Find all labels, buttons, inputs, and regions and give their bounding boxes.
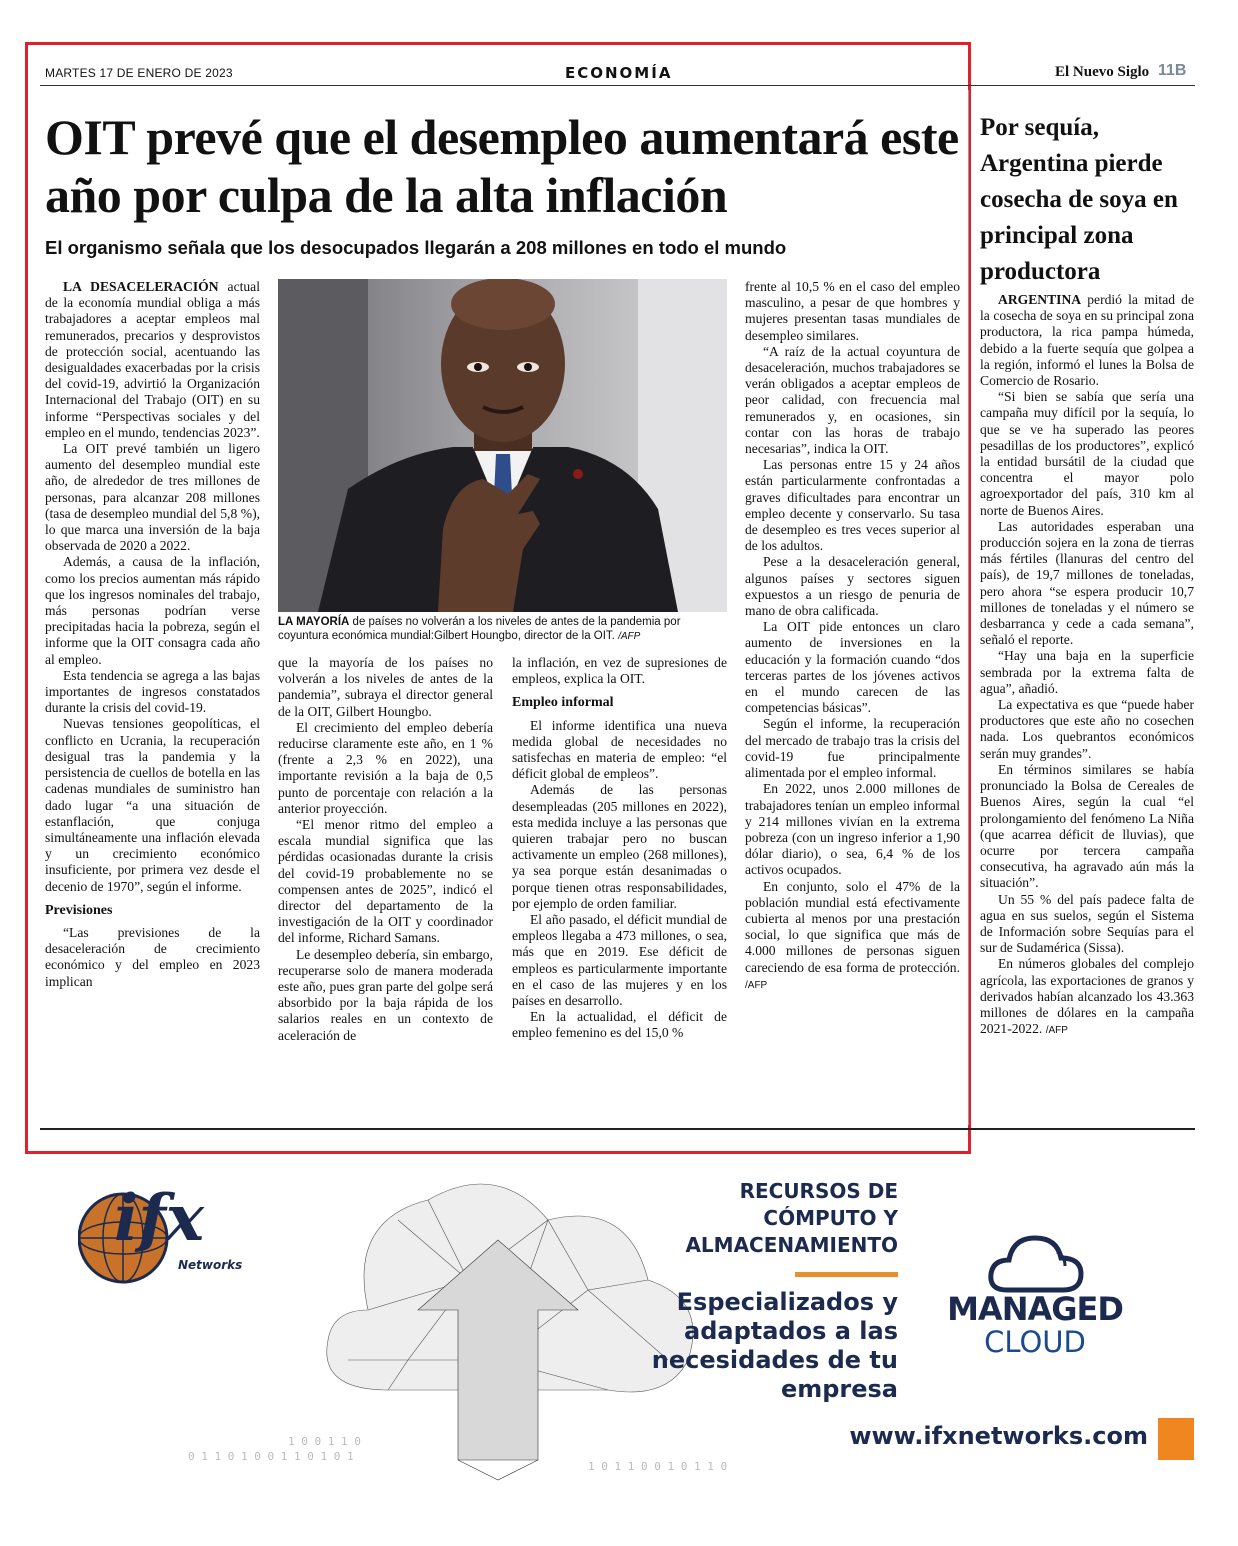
article-column-1 [45,279,260,990]
svg-text:0 1 1 0 1 0 0 1 1 0 1 0 1: 0 1 1 0 1 0 0 1 1 0 1 0 1 [188,1450,354,1463]
ad-accent-bar [795,1272,898,1277]
paragraph: Un 55 % del país padece falta de agua en sus suelos, según el Sistema de Información sobre Sequías para el sur de Sudamérica (Sissa). [980,891,1194,956]
paragraph: perdió la mitad de la cosecha de soya en su principal zona productora, la rica pampa húmeda, debido a la fuerte sequía que golpea a la región, informó el lunes la Bolsa de Comercio de Rosario. [980,292,1194,389]
photo-caption [278,615,730,644]
article-photo [278,279,727,612]
paragraph: “Hay una baja en la superficie sembrada por la extrema falta de agua”, añadió. [980,648,1194,696]
ad-title [600,1178,898,1259]
header-section: ECONOMÍA [565,64,673,82]
ad-title-line: ALMACENAMIENTO [685,1233,898,1257]
ad-subtitle-line: necesidades de tu [651,1346,898,1374]
article-column-2 [278,655,493,1044]
ifx-logo [78,1178,268,1298]
paragraph: El crecimiento del empleo debería reducirse claramente este año, en 1 % (frente a 2,3 % en 2022), una importante revisión a la baja de 0,5 punto de porcentaje con relación a la anterior proyección. [278,719,493,816]
svg-text:1 0 1 1 0 0 1 0 1 1 0: 1 0 1 1 0 0 1 0 1 1 0 [588,1460,728,1473]
svg-text:1 0 0 1 1 0: 1 0 0 1 1 0 [288,1435,361,1448]
paragraph: la inflación, en vez de supresiones de empleos, explica la OIT. [512,655,727,687]
paragraph: “A raíz de la actual coyuntura de desaceleración, muchos trabajadores se verán obligados a aceptar empleos de peor calidad, con frecuencia mal remunerados y, en ocasiones, sin contar con las horas de trabajo necesarias”, indica la OIT. [745,343,960,457]
article-column-3 [512,655,727,1042]
caption-source: /AFP [618,631,641,642]
side-column [980,292,1194,1039]
paragraph: que la mayoría de los países no volverán a los niveles de antes de la pandemia”, subraya el director general de la OIT, Gilbert Houngbo. [278,655,493,719]
portrait-illustration [278,279,727,612]
article-column-4 [745,279,960,994]
source-credit: /AFP [1045,1025,1068,1037]
paragraph: frente al 10,5 % en el caso del empleo masculino, a pesar de que hombres y mujeres presentan tasas mundiales de desempleo similares. [745,279,960,343]
ad-orange-square [1158,1418,1194,1460]
lead-word: LA DESACELERACIÓN [63,279,219,294]
paragraph: La OIT prevé también un ligero aumento del desempleo mundial este año, de alrededor de tres millones de personas, para alcanzar 208 millones (tasa de desempleo mundial del 5,8 %), lo que marca una inversión de la baja observada de 2020 a 2022. [45,441,260,554]
ad-title-line: CÓMPUTO Y [763,1206,898,1230]
paragraph: En conjunto, solo el 47% de la población mundial está efectivamente cubierta al menos por una prestación social, lo que significa que más de 4.000 millones de personas siguen careciendo de esa forma de protección. [745,878,960,975]
ifx-logo-text: ifx [114,1181,204,1256]
caption-text: de países no volverán a los niveles de antes de la pandemia por coyuntura económica mundial:Gilbert Houngbo, director de la OIT. [278,616,681,642]
paragraph: Le desempleo debería, sin embargo, recuperarse solo de manera moderada este año, pues gran parte del golpe será absorbido por la baja rápida de los salarios reales en un contexto de aceleración de [278,946,493,1043]
paragraph: En números globales del complejo agrícola, las exportaciones de granos y derivados habían alcanzado los 43.363 millones de dólares en la campaña 2021-2022. [980,956,1194,1037]
paragraph: Esta tendencia se agrega a las bajas importantes de ingresos constatados durante la crisis del covid-19. [45,667,260,716]
ad-subtitle-line: adaptados a las [684,1317,898,1345]
header-page-number: 11B [1158,62,1187,79]
paragraph: “El menor ritmo del empleo a escala mundial significa que las pérdidas ocasionadas durante la crisis del covid-19 probablemente no se compensen antes de 2025”, indicó el director del departamento de la investigación de la OIT y coordinador del informe, Richard Samans. [278,817,493,946]
paragraph: “Si bien se sabía que sería una campaña muy difícil por la sequía, lo que se ve ha superado las peores pesadillas de los productores”, explicó la entidad bursátil de la ciudad que concentra el mayor polo agroexportador del país, 310 km al norte de Buenos Aires. [980,389,1194,518]
article-subhead: El organismo señala que los desocupados llegarán a 208 millones en todo el mundo [45,237,787,258]
paragraph: Nuevas tensiones geopolíticas, el conflicto en Ucrania, la recuperación desigual tras la pandemia y la persistencia de cuellos de botella en las cadenas mundiales de suministro han dado lugar “a una situación de estanflación, que conjuga simultáneamente una inflación elevada y un crecimiento económico insuficiente, por primera vez desde el decenio de 1970”, según el informe. [45,716,260,894]
lead-word: ARGENTINA [998,292,1082,307]
column-divider [968,90,969,1125]
paragraph: Las personas entre 15 y 24 años están particularmente confrontadas a graves dificultades para encontrar un empleo decente y conservarlo. Su tasa de desempleo es tres veces superior al de los adultos. [745,457,960,554]
ad-subtitle-line: Especializados y [676,1288,898,1316]
cloud-label: CLOUD [984,1325,1086,1359]
paragraph: Según el informe, la recuperación del mercado de trabajo tras la crisis del covid-19 fue principalmente alimentada por el empleo informal. [745,716,960,781]
ifx-logo-subtext: Networks [178,1258,243,1272]
paragraph: Además, a causa de la inflación, como los precios aumentan más rápido que los ingresos nominales del trabajo, más personas podrían verse precipitadas hacia la pobreza, según el informe que la OIT consagra cada año al empleo. [45,554,260,667]
paragraph: La expectativa es que “puede haber productores que este año no cosechen nada. Los quebrantos económicos serán muy grandes”. [980,697,1194,761]
section-heading: Empleo informal [512,695,614,711]
paragraph: El informe identifica una nueva medida global de necesidades no satisfechas en materia de empleo: “el déficit global de empleos”. [512,717,727,782]
paragraph: El año pasado, el déficit mundial de empleos llegaba a 473 millones, o sea, más que en 2019. Ese déficit de empleos es particularmente importante en el caso de las mujeres y en los países en desarrollo. [512,912,727,1009]
paragraph: actual de la economía mundial obliga a más trabajadores a aceptar empleos mal remunerados, precarios y desprovistos de protección social, acentuando las desigualdades exacerbadas por la crisis del covid-19, advirtió la Organización Internacional del Trabajo (OIT) en su informe “Perspectivas sociales y del empleo en el mundo, tendencias 2023”. [45,279,260,440]
ad-title-line: RECURSOS DE [739,1179,898,1203]
paragraph: La OIT pide entonces un claro aumento de inversiones en la educación y la formación cuando “dos terceras partes de los jóvenes activos en el mundo carecen de las competencias básicas”. [745,619,960,716]
paragraph: Las autoridades esperaban una producción sojera en la zona de tierras más fértiles (llanuras del centro del país), de 19,7 millones de toneladas, pero ahora “se espera producir 10,7 millones de toneladas y el número se desbarranca y cede a cada semana”, señaló el reporte. [980,518,1194,648]
managed-label: MANAGED [947,1290,1123,1328]
ad-separator-rule [40,1128,1195,1130]
source-credit: /AFP [745,979,768,991]
section-heading: Previsiones [45,902,113,918]
caption-lead: LA MAYORÍA [278,616,350,628]
paragraph: En términos similares se había pronunciado la Bolsa de Cereales de Buenos Aires, según la cual “el prolongamiento del fenómeno La Niña (que acarrea déficit de lluvias), que ocurre por tercera campaña consecutiva, ha agravado aún más la situación”. [980,761,1194,891]
article-headline: OIT prevé que el desempleo aumentará este año por culpa de la alta inflación [45,109,959,223]
header-date: MARTES 17 DE ENERO DE 2023 [45,66,233,80]
paragraph: En la actualidad, el déficit de empleo femenino es del 15,0 % [512,1009,727,1041]
ad-subtitle [580,1288,898,1404]
ad-url[interactable]: www.ifxnetworks.com [849,1422,1148,1450]
ad-subtitle-line: empresa [780,1375,898,1403]
header-paper-name: El Nuevo Siglo [1055,64,1150,80]
paragraph: En 2022, unos 2.000 millones de trabajadores tenían un empleo informal y 214 millones vivían en la extrema pobreza (con un ingreso inferior a 1,90 dólar diario), o sea, 6,4 % de los activos ocupados. [745,781,960,878]
side-headline: Por sequía, Argentina pierde cosecha de soya en principal zona productora [980,114,1178,285]
paragraph: Pese a la desaceleración general, algunos países y sectores siguen expuestos a un riesgo de penuria de mano de obra calificada. [745,554,960,619]
paragraph: Además de las personas desempleadas (205 millones en 2022), esta medida incluye a las personas que quieren trabajar pero no buscan activamente un empleo (268 millones), ya sea porque están desanimadas o porque tienen otras responsabilidades, por ejemplo de orden familiar. [512,782,727,911]
paragraph: “Las previsiones de la desaceleración de crecimiento económico y del empleo en 2023 implican [45,924,260,989]
header-rule [40,85,1195,86]
cloud-icon [985,1232,1085,1294]
